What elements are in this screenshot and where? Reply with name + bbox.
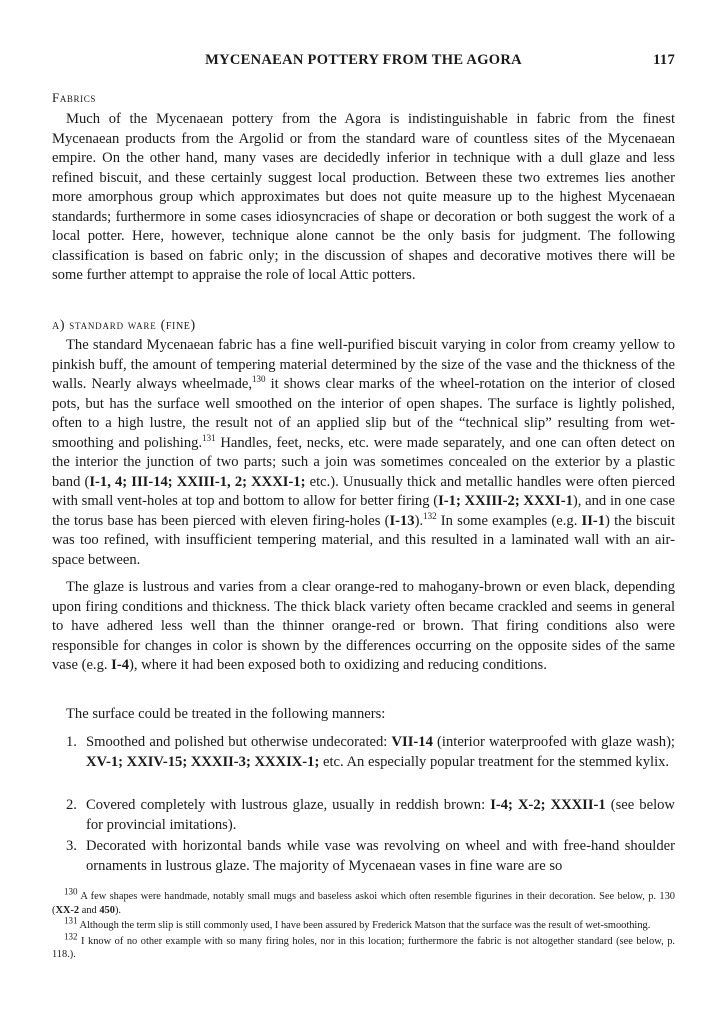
text-run: I know of no other example with so many firing holes, nor in this location; furthermore the fabric is not altogether standard (see below, p. 118.). xyxy=(52,935,675,960)
text-run: (see below for provincial imitations). xyxy=(86,797,675,833)
footnote-number: 131 xyxy=(64,915,78,926)
catalogue-ref: I-4 xyxy=(111,657,130,673)
list-item-1 xyxy=(66,733,675,772)
list-item-3 xyxy=(66,837,675,876)
list-item-2 xyxy=(66,796,675,835)
catalogue-ref: II-1 xyxy=(581,512,606,529)
page-number: 117 xyxy=(653,52,675,68)
footnote-131 xyxy=(52,915,675,933)
paragraph-fabrics: Much of the Mycenaean pottery from the Agora is indistinguishable in fabric from the finest Mycenaean products from the Argolid or from the standard ware of countless sites of the Mycenaean empire. On the other hand, many vases are decidedly inferior in technique with a dull glaze and less refined biscuit, and these certainly suggest local production. Between these two extremes lies another more amorphous group which approximates but does not quite measure up to the highest Mycenaean standards; furthermore in some cases idiosyncracies of shape or decoration or both suggest the work of a local potter. Here, however, technique alone cannot be the only basis for judgment. The following classification is based on fabric only; in the discussion of shapes and decorative motives there will be some further attempt to appraise the role of local Attic potters. xyxy=(52,111,675,283)
paragraph-standard-fabric xyxy=(52,336,675,570)
text-run: A few shapes were handmade, notably small mugs and baseless askoi which often resemble figurines in their decoration. See below, p. 130 ( xyxy=(52,891,675,916)
footnotes xyxy=(52,886,675,964)
footnote-ref-131: 131 xyxy=(202,432,216,443)
catalogue-ref: I-1, 4; III-14; XXIII-1, 2; XXXI-1; xyxy=(89,473,306,490)
text-run: etc. An especially popular treatment for the stemmed kylix. xyxy=(319,753,670,770)
footnote-number: 132 xyxy=(64,931,78,942)
text-run: In some examples (e.g. xyxy=(436,512,582,529)
catalogue-ref: XX-2 xyxy=(55,904,80,916)
text-run: Decorated with horizontal bands while vase was revolving on wheel and with free-hand shoulder ornaments in lustrous glaze. The majority of Mycenaean vases in fine ware are so xyxy=(86,838,675,874)
text-run: ), and in one case the torus base has been pierced with eleven firing-holes ( xyxy=(52,493,675,529)
list-number: 3. xyxy=(66,838,77,854)
running-title: MYCENAEAN POTTERY FROM THE AGORA xyxy=(205,52,522,68)
text-run: Although the term slip is still commonly used, I have been assured by Frederick Matson that the surface was the result of wet-smoothing. xyxy=(77,920,651,931)
catalogue-ref: I-13 xyxy=(389,512,415,529)
text-run: and xyxy=(79,904,100,916)
footnote-130 xyxy=(52,886,675,917)
footnote-ref-130: 130 xyxy=(252,374,266,385)
list-number: 2. xyxy=(66,797,77,813)
paragraph-surface-intro: The surface could be treated in the following manners: xyxy=(66,706,386,722)
subsection-prefix: a) xyxy=(52,318,70,333)
catalogue-ref: I-1; XXIII-2; XXXI-1 xyxy=(438,493,573,509)
catalogue-ref: 450 xyxy=(99,904,115,916)
text-run: (interior waterproofed with glaze wash); xyxy=(432,734,675,750)
catalogue-ref: VII-14 xyxy=(391,734,433,750)
list-number: 1. xyxy=(66,734,77,750)
footnote-number: 130 xyxy=(64,886,78,897)
footnote-ref-132: 132 xyxy=(423,510,437,521)
text-run: ). xyxy=(414,512,424,529)
running-head xyxy=(52,52,675,72)
catalogue-ref: XV-1; XXIV-15; XXXII-3; XXXIX-1; xyxy=(86,753,320,770)
text-run: Covered completely with lustrous glaze, usually in reddish brown: xyxy=(86,797,491,813)
subsection-heading-standard-ware xyxy=(52,318,196,334)
text-run: The standard Mycenaean fabric has a fine well-purified biscuit varying in color from creamy yellow to pinkish buff, the amount of tempering material determined by the size of the vase and the thickness of the walls. Nearly always wheelmade, xyxy=(52,337,675,392)
text-run: ) the biscuit was too refined, with insufficient tempering material, and this resulted in a laminated wall with an air-space between. xyxy=(52,512,676,568)
text-run: it shows clear marks of the wheel-rotation on the interior of closed pots, but has the surface well smoothed on the interior of open shapes. The surface is lightly polished, often to a high lustre, the result not of an applied slip but of the “technical slip” resulting from wet-smoothing and polishing. xyxy=(52,376,675,451)
text-run: Handles, feet, necks, etc. were made separately, and one can often detect on the interior the junction of two parts; such a join was sometimes concealed on the exterior by a plastic band ( xyxy=(52,434,676,490)
subsection-label: standard ware xyxy=(69,318,157,332)
footnote-132 xyxy=(52,931,675,962)
text-run: ), where it had been exposed both to oxidizing and reducing conditions. xyxy=(129,657,547,673)
text-run: The glaze is lustrous and varies from a clear orange-red to mahogany-brown or even black, depending upon firing conditions and thickness. The thick black variety often became crackled and seems in general to have adhered less well than the thinner orange-red or brown. That firing conditions also were responsible for changes in color is shown by the differences occurring on the opposite sides of the same vase (e.g. xyxy=(52,579,675,673)
paragraph-glaze xyxy=(52,578,675,676)
text-run: etc.). Unusually thick and metallic handles were often pierced with small vent-holes at top and bottom to allow for better firing ( xyxy=(52,473,675,509)
text-run: ). xyxy=(114,904,121,916)
section-heading-fabrics: Fabrics xyxy=(52,90,96,105)
text-run: Smoothed and polished but otherwise undecorated: xyxy=(86,734,392,750)
catalogue-ref: I-4; X-2; XXXII-1 xyxy=(490,797,606,813)
subsection-suffix: (fine) xyxy=(156,318,196,333)
